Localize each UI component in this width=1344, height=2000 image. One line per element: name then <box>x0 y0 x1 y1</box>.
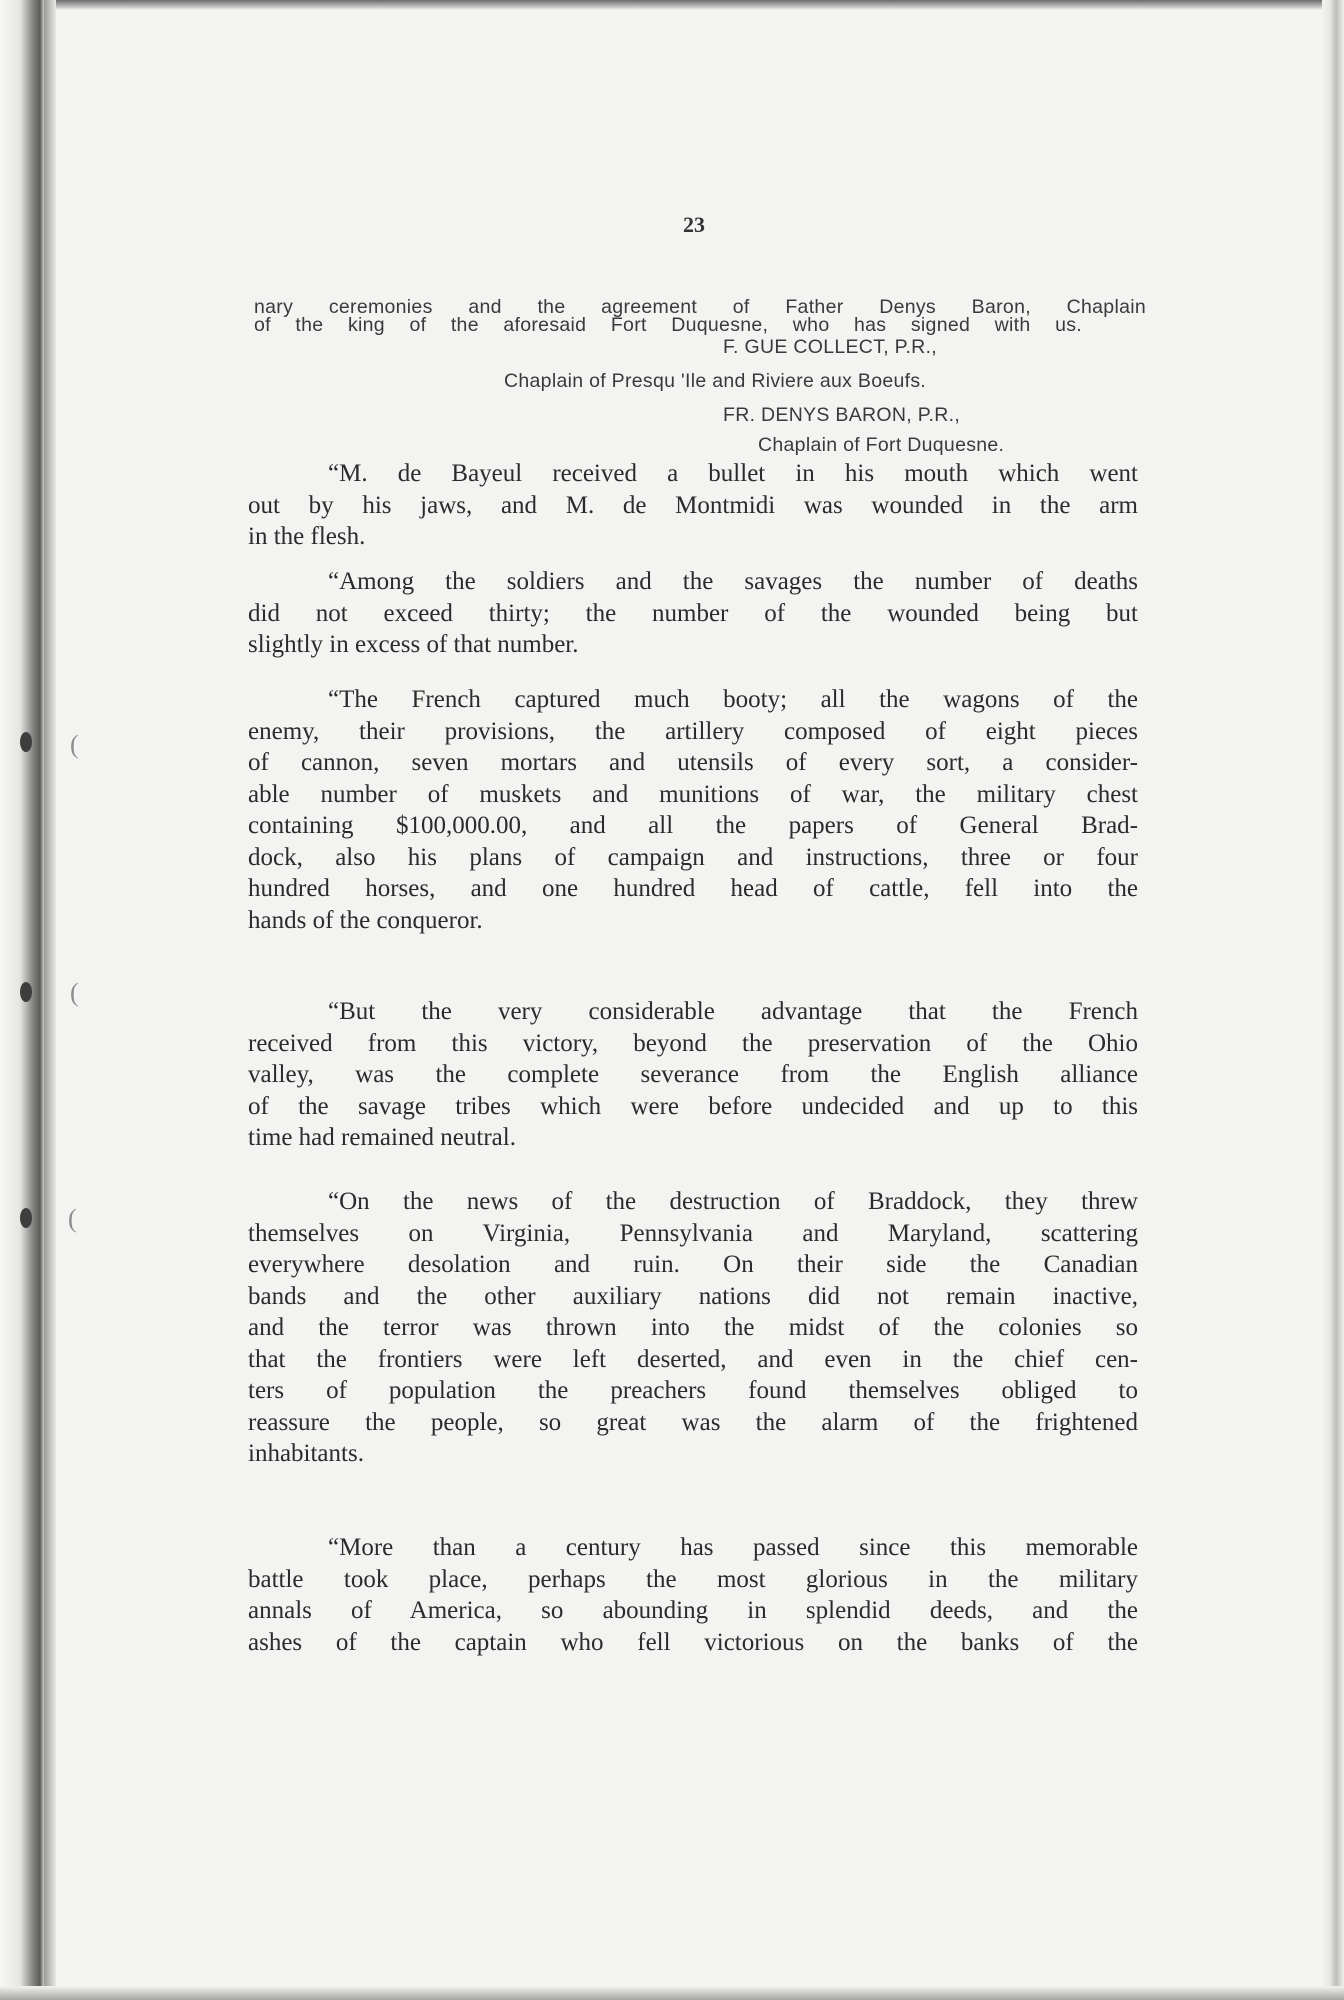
text-line: “Among the soldiers and the savages the number of deaths <box>328 568 1138 595</box>
signature-title: Chaplain of Fort Duquesne. <box>758 434 1005 456</box>
text-line: slightly in excess of that number. <box>248 631 579 658</box>
text-line: ters of population the preachers found themselves obliged to <box>248 1377 1138 1404</box>
page-number: 23 <box>683 212 705 237</box>
text-line: time had remained neutral. <box>248 1124 516 1151</box>
binding-hole <box>20 982 32 1002</box>
margin-mark: ( <box>70 730 79 759</box>
text-line: containing $100,000.00, and all the papers of General Brad- <box>248 812 1138 839</box>
text-line: of the king of the aforesaid Fort Duquesne, who has signed with us. <box>254 314 1082 336</box>
text-line: dock, also his plans of campaign and instructions, three or four <box>248 843 1138 871</box>
text-line: valley, was the complete severance from the English alliance <box>248 1061 1138 1088</box>
page-top-edge <box>0 0 1344 10</box>
page-bottom-edge <box>0 1986 1344 2000</box>
text-line: did not exceed thirty; the number of the wounded being but <box>248 599 1138 627</box>
text-line: “The French captured much booty; all the wagons of the <box>328 686 1138 713</box>
text-line: annals of America, so abounding in splendid deeds, and the <box>248 1597 1138 1624</box>
text-line: received from this victory, beyond the preservation of the Ohio <box>248 1029 1138 1057</box>
text-line: bands and the other auxiliary nations did not remain inactive, <box>248 1282 1138 1310</box>
signature-title: Chaplain of Presqu 'Ile and Riviere aux Boeufs. <box>504 370 927 392</box>
header-text <box>254 298 1146 334</box>
text-line: “More than a century has passed since this memorable <box>328 1534 1138 1561</box>
paragraph <box>248 566 1138 661</box>
text-line: everywhere desolation and ruin. On their side the Canadian <box>248 1251 1138 1278</box>
paragraph <box>248 1186 1138 1470</box>
binding-hole <box>20 732 32 752</box>
text-line: battle took place, perhaps the most glorious in the military <box>248 1565 1138 1593</box>
text-line: “On the news of the destruction of Braddock, they threw <box>328 1188 1138 1215</box>
text-line: nary ceremonies and the agreement of Father Denys Baron, Chaplain <box>254 296 1146 318</box>
signature-name: FR. DENYS BARON, P.R., <box>723 404 961 426</box>
text-line: of cannon, seven mortars and utensils of every sort, a consider- <box>248 749 1138 776</box>
page-right-edge <box>1322 0 1344 2000</box>
text-line: out by his jaws, and M. de Montmidi was wounded in the arm <box>248 491 1138 519</box>
text-line: able number of muskets and munitions of war, the military chest <box>248 780 1138 808</box>
signature-name: F. GUE COLLECT, P.R., <box>723 336 938 358</box>
text-line: of the savage tribes which were before undecided and up to this <box>248 1092 1138 1120</box>
text-line: reassure the people, so great was the alarm of the frightened <box>248 1408 1138 1436</box>
text-line: enemy, their provisions, the artillery composed of eight pieces <box>248 717 1138 745</box>
paragraph <box>248 996 1138 1154</box>
text-line: and the terror was thrown into the midst of the colonies so <box>248 1314 1138 1341</box>
binding-hole <box>20 1208 32 1228</box>
paragraph <box>248 684 1138 936</box>
text-line: inhabitants. <box>248 1440 364 1467</box>
text-line: in the flesh. <box>248 523 366 550</box>
text-line: themselves on Virginia, Pennsylvania and Maryland, scattering <box>248 1219 1138 1247</box>
text-line: hands of the conqueror. <box>248 906 483 934</box>
text-line: “But the very considerable advantage that the French <box>328 998 1138 1025</box>
paragraph <box>248 1532 1138 1658</box>
text-line: ashes of the captain who fell victorious on the banks of the <box>248 1628 1138 1656</box>
text-line: “M. de Bayeul received a bullet in his mouth which went <box>328 460 1138 487</box>
text-line: that the frontiers were left deserted, and even in the chief cen- <box>248 1345 1138 1373</box>
margin-mark: ( <box>70 978 79 1007</box>
text-line: hundred horses, and one hundred head of cattle, fell into the <box>248 875 1138 902</box>
margin-mark: ( <box>68 1204 77 1233</box>
binding-shadow <box>44 0 56 2000</box>
paragraph <box>248 458 1138 553</box>
